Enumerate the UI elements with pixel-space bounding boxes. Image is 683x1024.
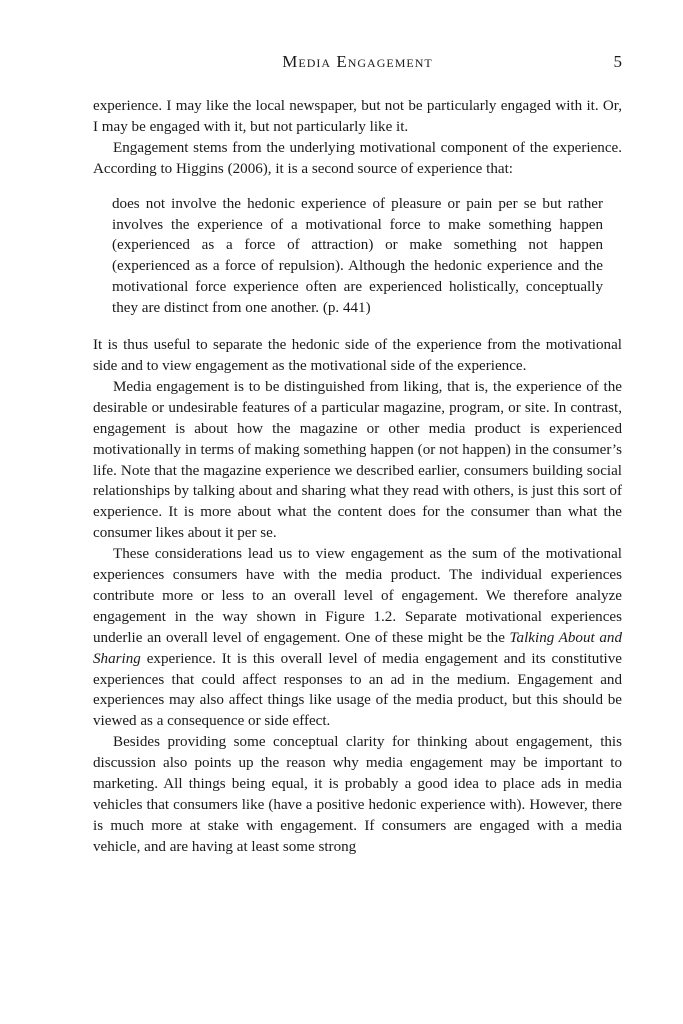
paragraph-text: experience. It is this overall level of media engagement and its constitutive experiences that could affect responses to an ad in the medium. Engagement and experiences may also affect things like usage of the media product, but this should be viewed as a consequence or side effect. [93,650,622,730]
body-text [93,335,622,858]
paragraph: It is thus useful to separate the hedonic side of the experience from the motivational side and to view engagement as the motivational side of the experience. [93,337,622,374]
body-text [93,96,622,180]
paragraph: experience. I may like the local newspaper, but not be particularly engaged with it. Or, I may be engaged with it, but not particularly like it. [93,98,622,135]
running-title: Media Engagement [282,52,433,71]
book-page [93,52,622,858]
italic-term: Talking About and Sharing [93,629,622,667]
running-head [93,52,622,74]
page-number: 5 [613,52,622,71]
paragraph: Besides providing some conceptual clarity for thinking about engagement, this discussion also points up the reason why media engagement may be important to marketing. All things being equal, it is probably a good idea to place ads in media vehicles that consumers like (have a positive hedonic experience with). However, there is much more at stake with engagement. If consumers are engaged with a media vehicle, and are having at least some strong [93,734,622,855]
block-quote [112,194,603,319]
paragraph-text: These considerations lead us to view engagement as the sum of the motivational experiences consumers have with the media product. The individual experiences contribute more or less to an overall level of engagement. We therefore analyze engagement in the way shown in Figure 1.2. Separate motivational experiences underlie an overall level of engagement. One of these might be the [93,546,622,646]
block-quote-text: does not involve the hedonic experience of pleasure or pain per se but rather involves the experience of a motivational force to make something happen (experienced as a force of attraction) or make something not happen (experienced as a force of repulsion). Although the hedonic experience and the motivational force experience often are experienced holistically, conceptually they are distinct from one another. (p. 441) [112,195,603,317]
paragraph: Media engagement is to be distinguished from liking, that is, the experience of the desirable or undesirable features of a particular magazine, program, or site. In contrast, engagement is about how the magazine or other media product is experienced motivationally in terms of making something happen (or not happen) in the consumer’s life. Note that the magazine experience we described earlier, consumers building social relationships by talking about and sharing what they read with others, is just this sort of experience. It is more about what the content does for the consumer than what the consumer likes about it per se. [93,378,622,542]
paragraph [93,544,622,732]
paragraph: Engagement stems from the underlying motivational component of the experience. According to Higgins (2006), it is a second source of experience that: [93,139,622,177]
